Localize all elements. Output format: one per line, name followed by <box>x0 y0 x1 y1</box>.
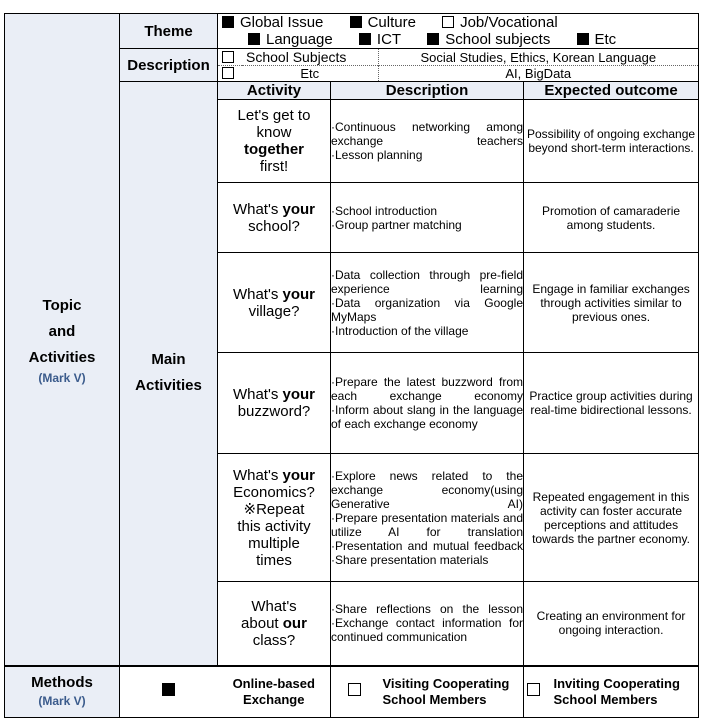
checked-box-icon <box>248 33 260 45</box>
activity-name: What's about our class? <box>218 582 331 666</box>
main-label: Main <box>151 351 186 369</box>
activity-outcome: Engage in familiar exchanges through activities similar to previous ones. <box>524 253 699 353</box>
methods-online-checkbox[interactable] <box>120 666 218 718</box>
activity-outcome: Promotion of camaraderie among students. <box>524 183 699 253</box>
activity-description: ·Data collection through pre-field experience learning ·Data organization via Google MyMaps ·Introduction of the village <box>331 253 524 353</box>
theme-option-language[interactable]: Language <box>248 31 333 48</box>
description-label: Description <box>120 49 218 82</box>
methods-inviting-checkbox[interactable] <box>524 666 544 718</box>
and-label: and <box>48 323 76 341</box>
theme-option-global-issue[interactable]: Global Issue <box>222 14 323 31</box>
methods-label: Methods <box>31 673 93 691</box>
activity-outcome: Practice group activities during real-time bidirectional lessons. <box>524 353 699 454</box>
activity-name: What's your Economics? ※Repeat this activity multiple times <box>218 454 331 582</box>
methods-inviting-label: Inviting Cooperating School Members <box>544 666 699 718</box>
methods-mark-note: (Mark V) <box>38 693 86 708</box>
checked-box-icon <box>222 16 234 28</box>
description-subjects-value: Social Studies, Ethics, Korean Language <box>378 49 698 66</box>
description-checkbox-subjects[interactable] <box>218 49 242 66</box>
theme-options <box>218 14 699 49</box>
activity-description: ·Continuous networking among exchange teachers ·Lesson planning <box>331 100 524 183</box>
lesson-plan-table <box>4 13 699 718</box>
methods-cell <box>5 666 120 718</box>
description-details <box>218 49 699 82</box>
description-etc-label: Etc <box>242 66 378 82</box>
checked-box-icon <box>359 33 371 45</box>
activity-outcome: Repeated engagement in this activity can foster accurate perceptions and attitudes towards the partner economy. <box>524 454 699 582</box>
topic-activities-cell <box>5 14 120 666</box>
checked-box-icon <box>577 33 589 45</box>
activities-label: Activities <box>28 349 96 367</box>
activity-name: What's your village? <box>218 253 331 353</box>
activity-outcome: Creating an environment for ongoing interaction. <box>524 582 699 666</box>
activity-description: ·Share reflections on the lesson ·Exchange contact information for continued communication <box>331 582 524 666</box>
main-activities-cell <box>120 82 218 666</box>
checked-box-icon <box>427 33 439 45</box>
activities-sub-label: Activities <box>135 377 202 395</box>
activity-description: ·School introduction ·Group partner matching <box>331 183 524 253</box>
topic-label: Topic <box>42 297 82 315</box>
activity-name: What's your buzzword? <box>218 353 331 454</box>
methods-row <box>5 666 699 718</box>
empty-box-icon <box>222 67 234 79</box>
description-column-header: Description <box>331 82 524 100</box>
activity-name: Let's get to know together first! <box>218 100 331 183</box>
empty-box-icon <box>442 16 454 28</box>
theme-option-school-subjects[interactable]: School subjects <box>427 31 550 48</box>
methods-visiting-label: Visiting Cooperating School Members <box>379 666 524 718</box>
empty-box-icon <box>348 683 361 696</box>
description-etc-value: AI, BigData <box>378 66 698 82</box>
theme-option-culture[interactable]: Culture <box>350 14 416 31</box>
methods-visiting-checkbox[interactable] <box>331 666 379 718</box>
checked-box-icon <box>350 16 362 28</box>
theme-label: Theme <box>120 14 218 49</box>
activity-name: What's your school? <box>218 183 331 253</box>
activity-column-header: Activity <box>218 82 331 100</box>
outcome-column-header: Expected outcome <box>524 82 699 100</box>
methods-online-label: Online-based Exchange <box>218 666 331 718</box>
activity-description: ·Prepare the latest buzzword from each exchange economy ·Inform about slang in the language of each exchange economy <box>331 353 524 454</box>
empty-box-icon <box>222 51 234 63</box>
mark-v-note: (Mark V) <box>38 371 86 386</box>
empty-box-icon <box>527 683 540 696</box>
activity-outcome: Possibility of ongoing exchange beyond short-term interactions. <box>524 100 699 183</box>
activity-description: ·Explore news related to the exchange economy(using Generative AI) ·Prepare presentation materials and utilize AI for translation ·Presentation and mutual feedback ·Share presentation materials <box>331 454 524 582</box>
theme-option-job-vocational[interactable]: Job/Vocational <box>442 14 558 31</box>
description-checkbox-etc[interactable] <box>218 66 242 82</box>
theme-option-ict[interactable]: ICT <box>359 31 401 48</box>
description-subjects-label: School Subjects <box>246 49 347 65</box>
theme-option-etc[interactable]: Etc <box>577 31 617 48</box>
checked-box-icon <box>162 683 175 696</box>
